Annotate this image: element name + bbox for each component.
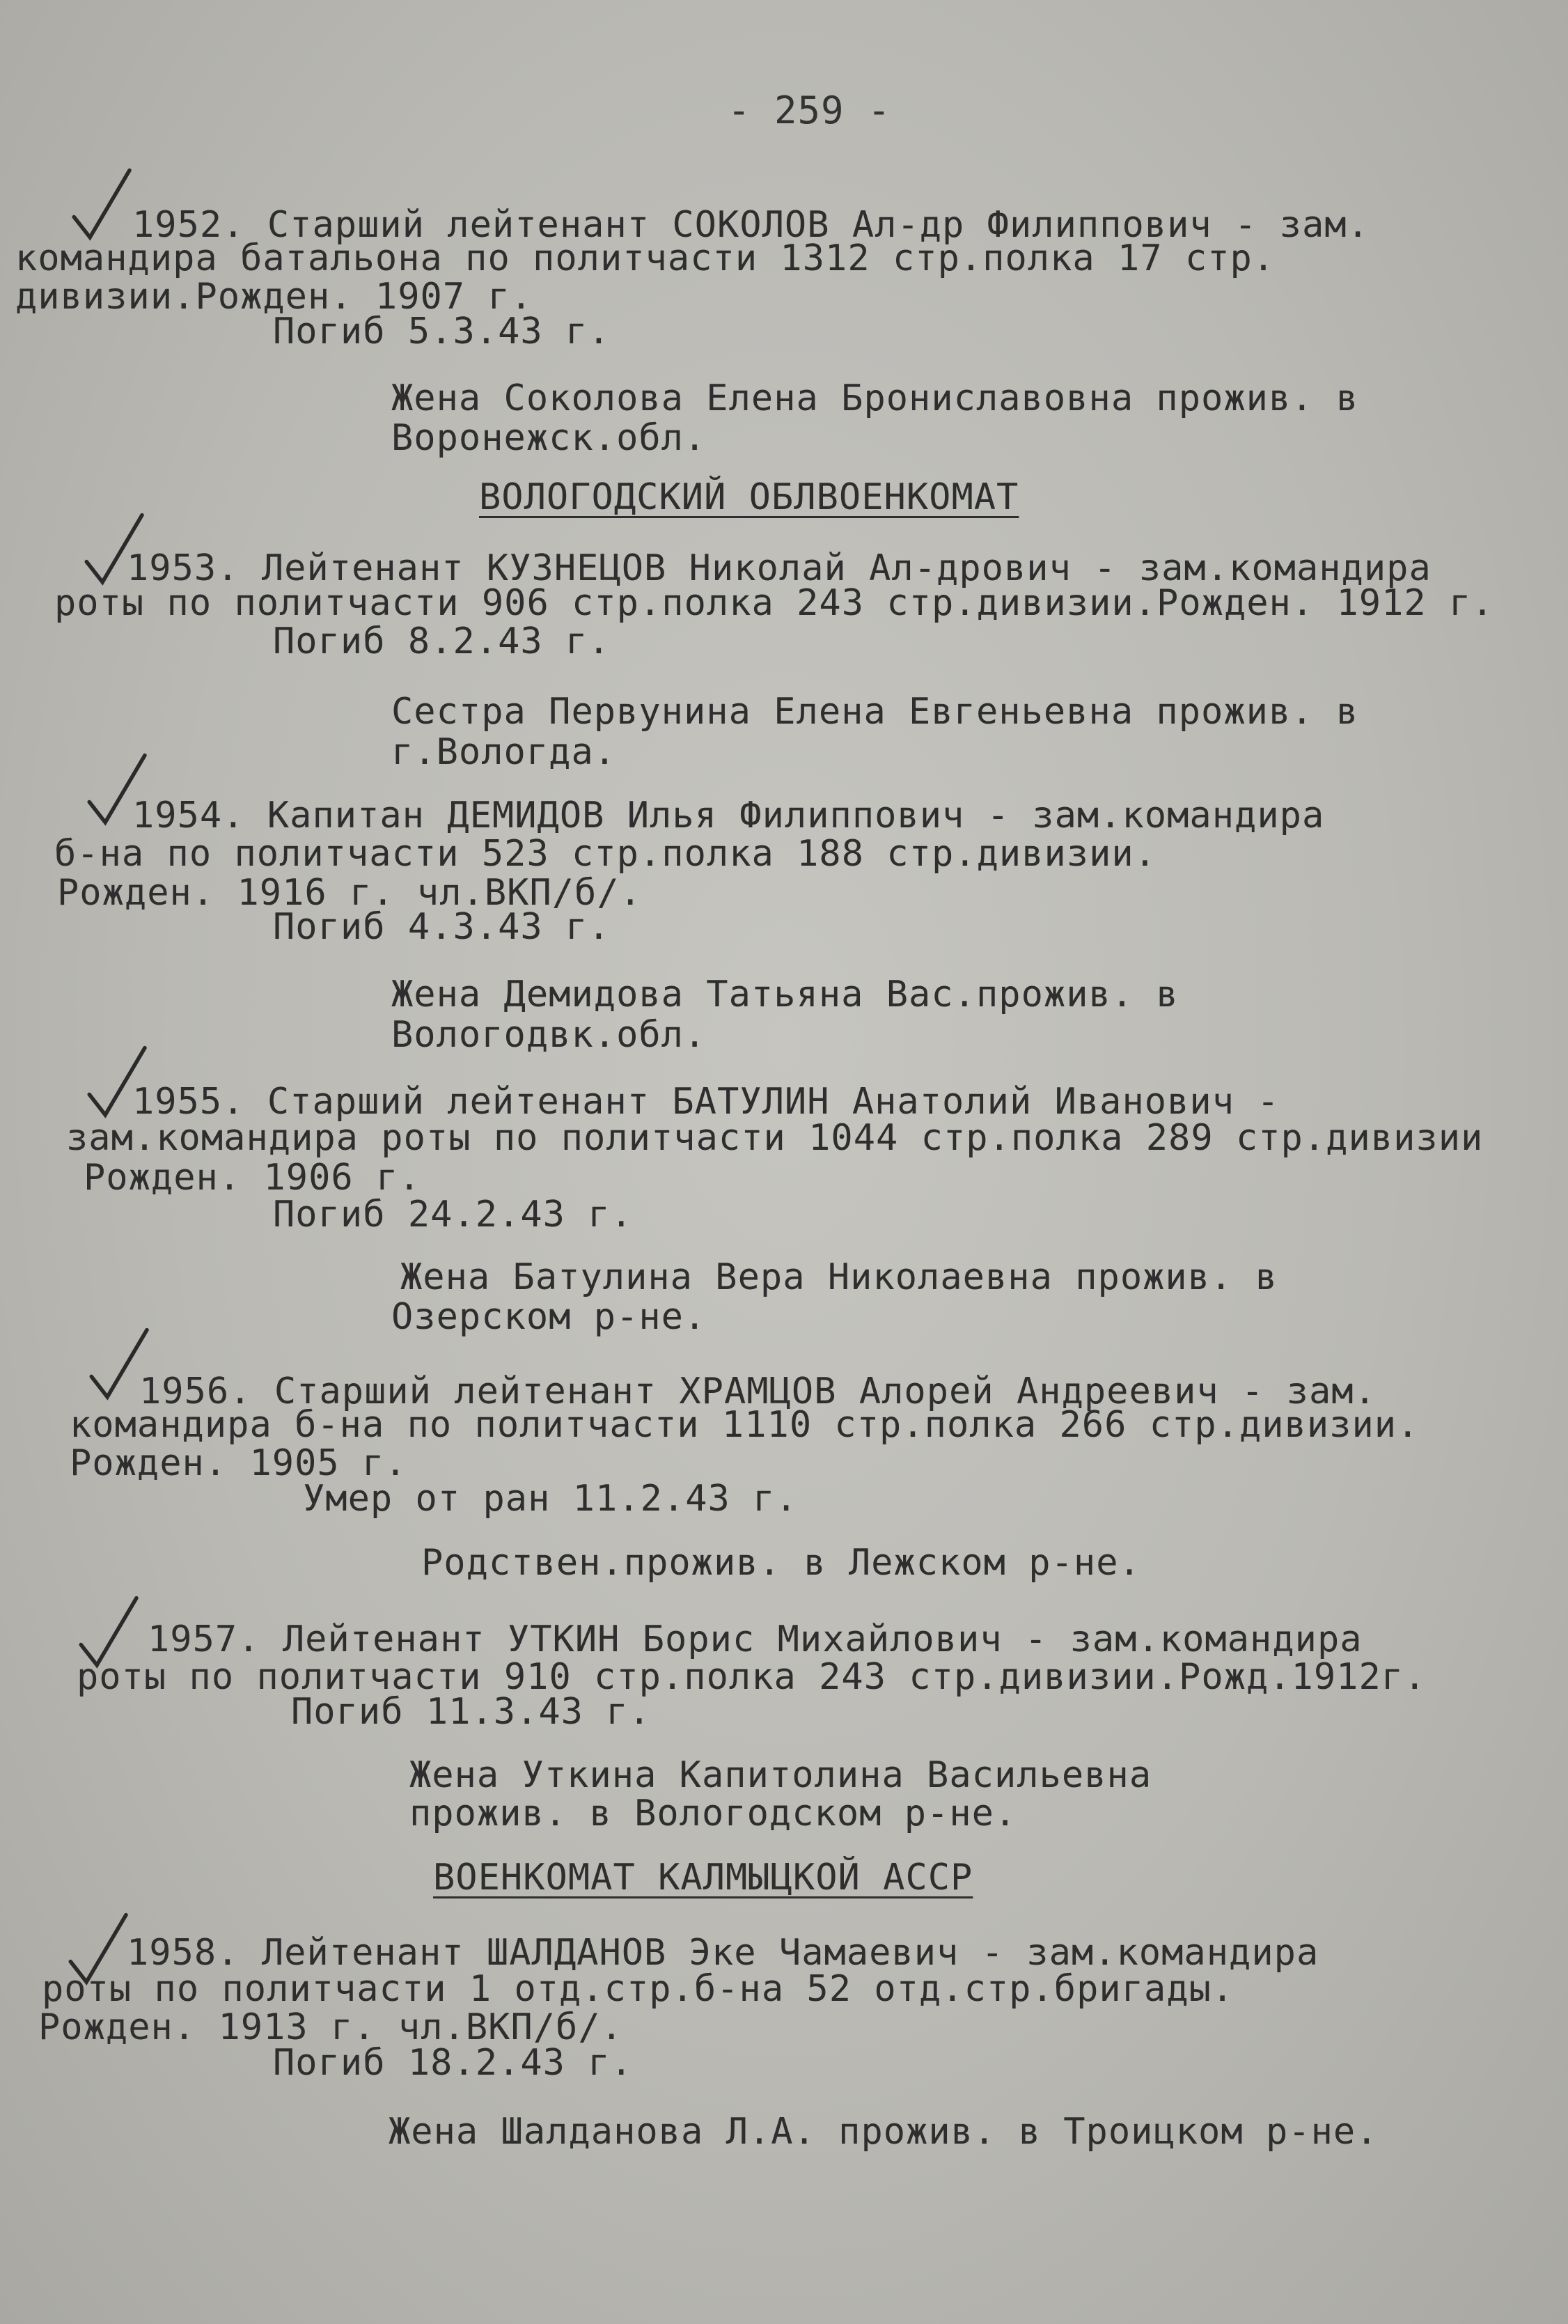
entry-1958-fate: Погиб 18.2.43 г. (273, 2042, 633, 2084)
entry-1956-relative-1: Родствен.прожив. в Лежском р-не. (421, 1542, 1141, 1584)
entry-1957-fate: Погиб 11.3.43 г. (291, 1691, 651, 1733)
entry-1955-relative-1: Жена Батулина Вера Николаевна прожив. в (400, 1256, 1278, 1298)
entry-1952-relative-1: Жена Соколова Елена Брониславовна прожив. в (391, 377, 1359, 419)
entry-1956-line-1: 1956. Старший лейтенант ХРАМЦОВ Алорей Андреевич - зам. (139, 1371, 1377, 1412)
entry-1955-fate: Погиб 24.2.43 г. (273, 1194, 633, 1235)
entry-1958-line-1: 1958. Лейтенант ШАЛДАНОВ Эке Чамаевич - зам.командира (127, 1932, 1319, 1974)
entry-1952-line-3: дивизии.Рожден. 1907 г. (15, 276, 533, 318)
section-heading-kalmyk: ВОЕНКОМАТ КАЛМЫЦКОЙ АССР (433, 1857, 973, 1898)
checkmark-icon (70, 167, 136, 244)
entry-1954-relative-1: Жена Демидова Татьяна Вас.прожив. в (391, 974, 1179, 1015)
entry-1954-line-3: Рожден. 1916 г. чл.ВКП/б/. (57, 872, 642, 914)
entry-1953-line-1: 1953. Лейтенант КУЗНЕЦОВ Николай Ал-дрович - зам.командира (127, 547, 1432, 589)
entry-1958-relative-1: Жена Шалданова Л.А. прожив. в Троицком р-не. (389, 2111, 1379, 2153)
entry-1955-relative-2: Озерском р-не. (391, 1296, 707, 1338)
entry-1956-fate: Умер от ран 11.2.43 г. (303, 1478, 798, 1520)
entry-1952-fate: Погиб 5.3.43 г. (273, 311, 611, 352)
entry-1953-relative-2: г.Вологда. (391, 731, 617, 773)
entry-1954-fate: Погиб 4.3.43 г. (273, 906, 611, 948)
section-heading-vologda: ВОЛОГОДСКИЙ ОБЛВОЕНКОМАТ (479, 476, 1019, 518)
entry-1953-relative-1: Сестра Первунина Елена Евгеньевна прожив. в (391, 691, 1359, 733)
entry-1958-line-3: Рожден. 1913 г. чл.ВКП/б/. (38, 2006, 623, 2048)
entry-1953-fate: Погиб 8.2.43 г. (273, 621, 611, 662)
entry-1958-line-2: роты по политчасти 1 отд.стр.б-на 52 отд.стр.бригады. (42, 1968, 1234, 2010)
entry-1957-line-2: роты по политчасти 910 стр.полка 243 стр.дивизии.Рожд.1912г. (77, 1656, 1427, 1698)
entry-1957-relative-2: прожив. в Вологодском р-не. (409, 1793, 1017, 1834)
entry-1957-relative-1: Жена Уткина Капитолина Васильевна (409, 1754, 1152, 1796)
entry-1955-line-3: Рожден. 1906 г. (84, 1157, 421, 1199)
entry-1952-relative-2: Воронежск.обл. (391, 417, 707, 459)
entry-1956-line-2: командира б-на по политчасти 1110 стр.полка 266 стр.дивизии. (70, 1404, 1420, 1446)
entry-1954-line-2: б-на по политчасти 523 стр.полка 188 стр.дивизии. (54, 833, 1157, 875)
entry-1956-line-3: Рожден. 1905 г. (70, 1442, 407, 1484)
entry-1954-relative-2: Вологодвк.обл. (391, 1014, 707, 1056)
entry-1954-line-1: 1954. Капитан ДЕМИДОВ Илья Филиппович - зам.командира (132, 795, 1325, 836)
entry-1952-line-2: командира батальона по политчасти 1312 стр.полка 17 стр. (15, 237, 1276, 279)
entry-1955-line-1: 1955. Старший лейтенант БАТУЛИН Анатолий Иванович - (132, 1081, 1280, 1123)
entry-1952-line-1: 1952. Старший лейтенант СОКОЛОВ Ал-др Филиппович - зам. (132, 204, 1370, 246)
page-number: - 259 - (728, 88, 891, 132)
entry-1955-line-2: зам.командира роты по политчасти 1044 стр.полка 289 стр.дивизии (66, 1117, 1484, 1159)
entry-1957-line-1: 1957. Лейтенант УТКИН Борис Михайлович - зам.командира (148, 1619, 1363, 1660)
entry-1953-line-2: роты по политчасти 906 стр.полка 243 стр.дивизии.Рожден. 1912 г. (54, 582, 1494, 624)
